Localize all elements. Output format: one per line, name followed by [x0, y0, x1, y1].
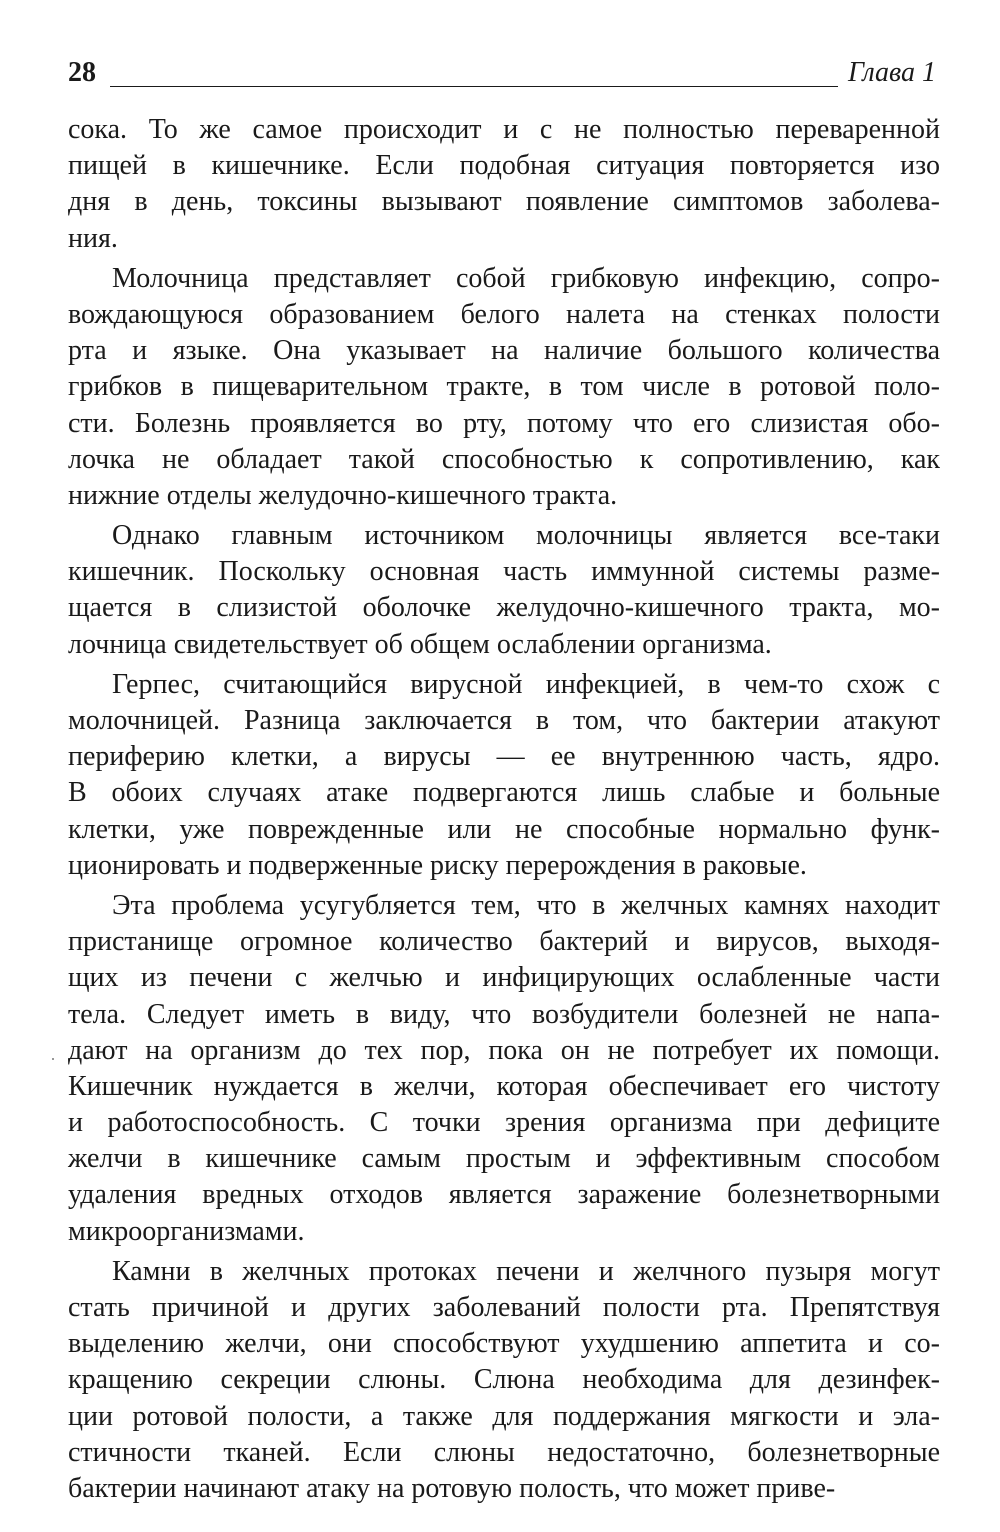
- text-line: ния.: [68, 222, 118, 254]
- scan-speck: [52, 1058, 54, 1060]
- text-line: щих из печени с желчью и инфицирующих ослабленные части: [68, 962, 940, 994]
- body-text: [68, 112, 940, 1507]
- text-line: клетки, уже поврежденные или не способные нормально функ-: [68, 813, 940, 845]
- text-line: нижние отделы желудочно-кишечного тракта.: [68, 479, 618, 511]
- text-line: сти. Болезнь проявляется во рту, потому что его слизистая обо-: [68, 407, 940, 439]
- text-line: Кишечник нуждается в желчи, которая обеспечивает его чистоту: [68, 1070, 940, 1102]
- paragraph: [68, 888, 940, 1250]
- text-line: лочница свидетельствует об общем ослаблении организма.: [68, 628, 772, 660]
- text-line: кращению секреции слюны. Слюна необходима для дезинфек-: [68, 1364, 940, 1396]
- text-line: ционировать и подверженные риску перерождения в раковые.: [68, 849, 807, 881]
- text-line: бактерии начинают атаку на ротовую полость, что может приве-: [68, 1472, 836, 1504]
- paragraph: [68, 518, 940, 663]
- text-line: выделению желчи, они способствуют ухудшению аппетита и со-: [68, 1328, 940, 1360]
- running-head: [68, 56, 936, 96]
- paragraph: [68, 261, 940, 514]
- text-line: молочницей. Разница заключается в том, что бактерии атакуют: [68, 705, 940, 736]
- text-line: пристанище огромное количество бактерий и вирусов, выходя-: [68, 926, 940, 958]
- text-line: желчи в кишечнике самым простым и эффективным способом: [68, 1143, 940, 1175]
- text-line: Эта проблема усугубляется тем, что в желчных камнях находит: [112, 889, 940, 921]
- text-line: и работоспособность. С точки зрения организма при дефиците: [68, 1107, 940, 1139]
- text-line: вождающуюся образованием белого налета на стенках полости: [68, 298, 940, 330]
- text-line: стичности тканей. Если слюны недостаточно, болезнетворные: [68, 1436, 940, 1468]
- text-line: рта и языке. Она указывает на наличие большого количества: [68, 335, 940, 367]
- chapter-title: Глава 1: [848, 57, 936, 88]
- paragraph: [68, 667, 940, 884]
- text-line: Однако главным источником молочницы является все-таки: [112, 520, 940, 552]
- text-line: пищей в кишечнике. Если подобная ситуация повторяется изо: [68, 150, 940, 182]
- text-line: микроорганизмами.: [68, 1215, 305, 1247]
- text-line: щается в слизистой оболочке желудочно-кишечного тракта, мо-: [68, 592, 940, 624]
- text-line: лочка не обладает такой способностью к сопротивлению, как: [68, 443, 940, 475]
- text-line: дня в день, токсины вызывают появление симптомов заболева-: [68, 186, 940, 218]
- text-line: В обоих случаях атаке подвергаются лишь слабые и больные: [68, 777, 940, 809]
- text-line: сока. То же самое происходит и с не полностью переваренной: [68, 114, 940, 145]
- text-line: стать причиной и других заболеваний полости рта. Препятствуя: [68, 1292, 940, 1323]
- text-line: кишечник. Поскольку основная часть иммунной системы разме-: [68, 556, 940, 588]
- text-line: ции ротовой полости, а также для поддержания мягкости и эла-: [68, 1400, 940, 1432]
- text-line: Молочница представляет собой грибковую инфекцию, сопро-: [112, 262, 940, 294]
- paragraph: [68, 112, 940, 257]
- page-number: 28: [68, 57, 96, 88]
- text-line: грибков в пищеварительном тракте, в том числе в ротовой поло-: [68, 371, 940, 403]
- header-rule: [110, 86, 838, 87]
- text-line: Камни в желчных протоках печени и желчного пузыря могут: [112, 1255, 940, 1287]
- text-line: удаления вредных отходов является заражение болезнетворными: [68, 1179, 940, 1211]
- paragraph: [68, 1254, 940, 1507]
- text-line: тела. Следует иметь в виду, что возбудители болезней не напа-: [68, 998, 940, 1030]
- text-line: периферию клетки, а вирусы — ее внутреннюю часть, ядро.: [68, 741, 940, 773]
- text-line: Герпес, считающийся вирусной инфекцией, в чем-то схож с: [112, 668, 940, 700]
- text-line: дают на организм до тех пор, пока он не потребует их помощи.: [68, 1034, 940, 1066]
